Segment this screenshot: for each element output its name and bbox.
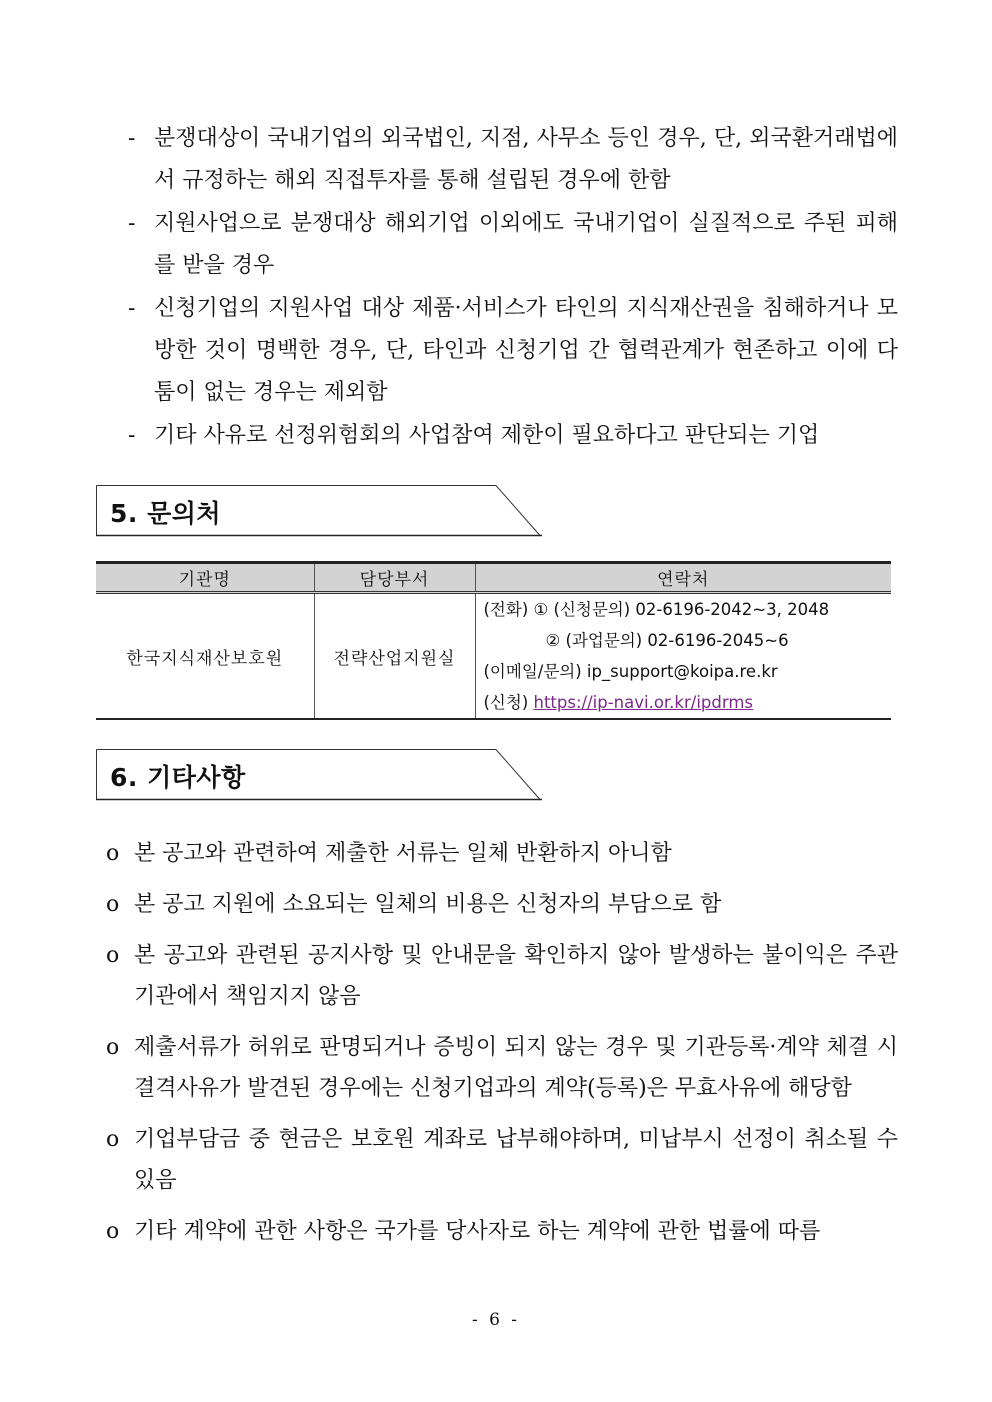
- list-item-text: 본 공고 지원에 소요되는 일체의 비용은 신청자의 부담으로 함: [134, 892, 722, 917]
- list-item-text: 신청기업의 지원사업 대상 제품·서비스가 타인의 지식재산권을 침해하거나 모방한 것이 명백한 경우, 단, 타인과 신청기업 간 협력관계가 현존하고 이에 다툼이 없는 경우는 제외함: [154, 296, 898, 405]
- dash-bullet: -: [128, 211, 136, 236]
- dash-bullet: -: [128, 296, 136, 321]
- list-item: [106, 1211, 898, 1252]
- list-item: [106, 884, 898, 925]
- o-bullet: o: [106, 1127, 120, 1152]
- table-row: [96, 593, 891, 720]
- o-bullet: o: [106, 841, 120, 866]
- contact-table: [96, 561, 891, 720]
- list-item: [128, 118, 898, 202]
- list-item: [106, 1027, 898, 1109]
- o-bullet: o: [106, 1035, 120, 1060]
- org-name-cell: 한국지식재산보호원: [96, 593, 314, 720]
- list-item: [128, 415, 898, 457]
- list-item-text: 본 공고와 관련하여 제출한 서류는 일체 반환하지 아니함: [134, 841, 672, 866]
- list-item-text: 제출서류가 허위로 판명되거나 증빙이 되지 않는 경우 및 기관등록·계약 체결 시 결격사유가 발견된 경우에는 신청기업과의 계약(등록)은 무효사유에 해당함: [134, 1035, 898, 1101]
- department-cell: 전략산업지원실: [314, 593, 475, 720]
- list-item-text: 분쟁대상이 국내기업의 외국법인, 지점, 사무소 등인 경우, 단, 외국환거래법에서 규정하는 해외 직접투자를 통해 설립된 경우에 한함: [154, 126, 898, 193]
- column-header-contact: 연락처: [475, 563, 891, 593]
- list-item-text: 본 공고와 관련된 공지사항 및 안내문을 확인하지 않아 발생하는 불이익은 주관기관에서 책임지지 않음: [134, 943, 898, 1009]
- restriction-list: [128, 118, 898, 458]
- phone-line-2: ② (과업문의) 02-6196-2045~6: [545, 631, 789, 650]
- section-title: 5. 문의처: [110, 499, 222, 528]
- o-bullet: o: [106, 892, 120, 917]
- column-header-org: 기관명: [96, 563, 314, 593]
- misc-notes-list: [106, 833, 898, 1262]
- list-item: [106, 833, 898, 874]
- list-item-text: 기타 사유로 선정위험회의 사업참여 제한이 필요하다고 판단되는 기업: [154, 423, 820, 448]
- dash-bullet: -: [128, 126, 136, 151]
- list-item: [128, 288, 898, 414]
- list-item-text: 기업부담금 중 현금은 보호원 계좌로 납부해야하며, 미납부시 선정이 취소될 수 있음: [134, 1127, 898, 1193]
- list-item-text: 기타 계약에 관한 사항은 국가를 당사자로 하는 계약에 관한 법률에 따름: [134, 1219, 821, 1244]
- section-title: 6. 기타사항: [110, 763, 246, 792]
- dash-bullet: -: [128, 423, 136, 448]
- list-item: [106, 935, 898, 1017]
- table-header-row: [96, 563, 891, 593]
- phone-line-1: (전화) ① (신청문의) 02-6196-2042~3, 2048: [483, 600, 830, 619]
- section-6-header: [96, 749, 542, 801]
- page-number: - 6 -: [471, 1310, 521, 1330]
- contact-cell: [475, 593, 891, 720]
- list-item-text: 지원사업으로 분쟁대상 해외기업 이외에도 국내기업이 실질적으로 주된 피해를 받을 경우: [154, 211, 898, 278]
- list-item: [106, 1119, 898, 1201]
- apply-line: [484, 687, 892, 718]
- o-bullet: o: [106, 1219, 120, 1244]
- o-bullet: o: [106, 943, 120, 968]
- section-5-header: [96, 485, 542, 537]
- list-item: [128, 203, 898, 287]
- column-header-dept: 담당부서: [314, 563, 475, 593]
- apply-link[interactable]: https://ip-navi.or.kr/ipdrms: [533, 693, 754, 712]
- apply-label: (신청): [483, 693, 534, 712]
- email-line: (이메일/문의) ip_support@koipa.re.kr: [483, 662, 778, 681]
